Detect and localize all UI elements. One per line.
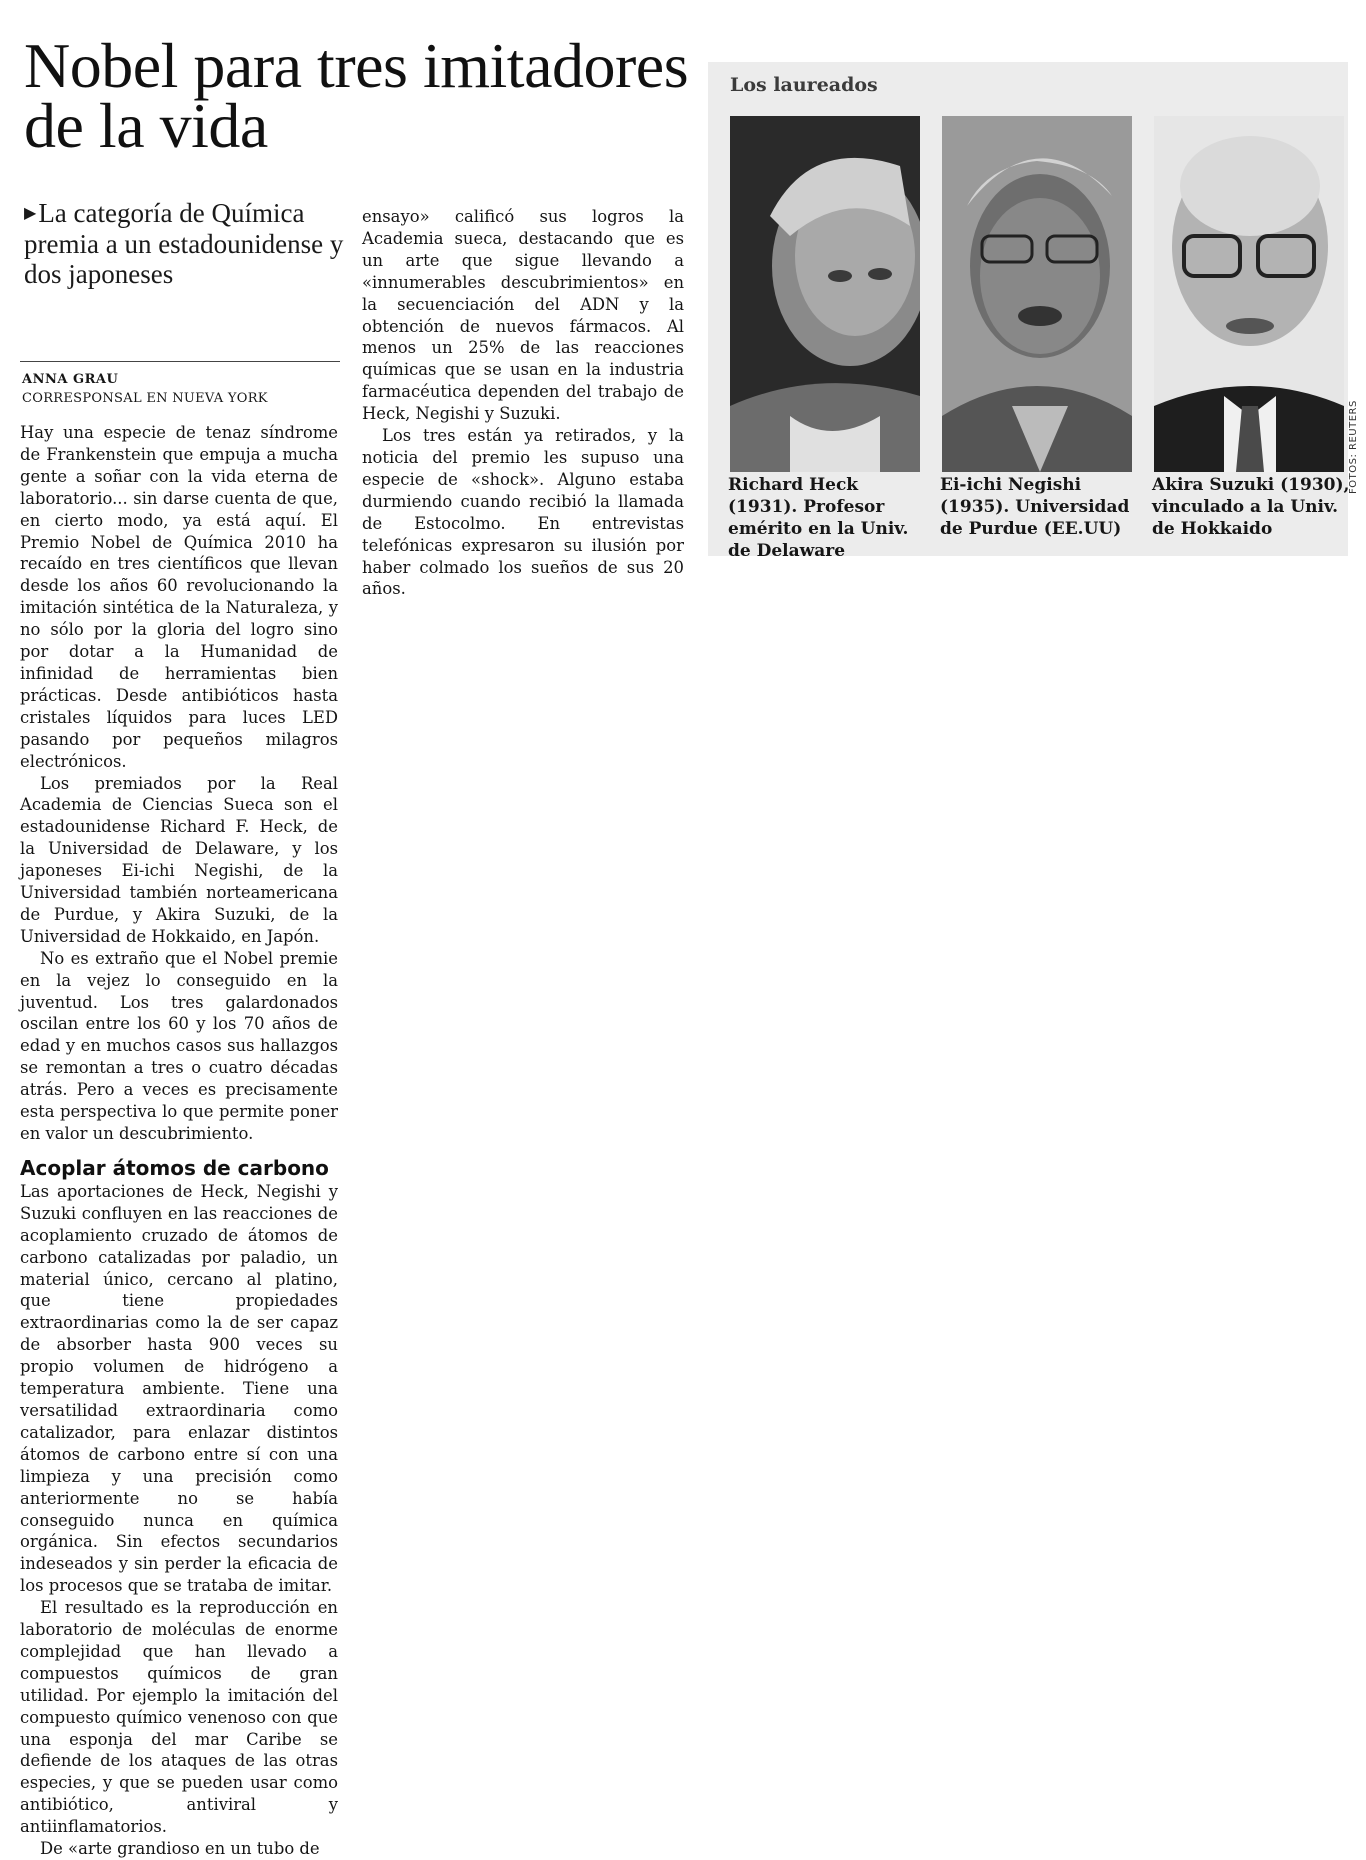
caption-negishi: Ei-ichi Negishi (1935). Universidad de Purdue (EE.UU) (940, 475, 1130, 539)
arrow-icon: ▶ (24, 205, 37, 222)
paragraph: Los tres están ya retirados, y la noticia del premio les supuso una especie de «shock». Alguno estaba durmiendo cuando recibió la llamada de Estocolmo. En entrevistas telefónicas expresaron su ilusión por haber colmado los sueños de sus 20 años. (362, 426, 684, 599)
laureates-panel (708, 62, 1359, 561)
paragraph: El resultado es la reproducción en laboratorio de moléculas de enorme complejidad que han llevado a compuestos químicos de gran utilidad. Por ejemplo la imitación del compuesto químico venenoso con que una esponja del mar Caribe se defiende de los ataques de las otras especies, y que se pueden usar como antibiótico, antiviral y antiinflamatorios. (20, 1598, 338, 1837)
photo-akira-suzuki (1154, 116, 1344, 472)
headline: Nobel para tres imitadores de la vida (24, 30, 689, 161)
photo-richard-heck (730, 116, 920, 472)
caption-heck: Richard Heck (1931). Profesor emérito en la Univ. de Delaware (728, 475, 909, 561)
subheading: Acoplar átomos de carbono (20, 1155, 329, 1180)
dek-text: La categoría de Química premia a un estadounidense y dos japoneses (24, 198, 344, 289)
paragraph: Hay una especie de tenaz síndrome de Frankenstein que empuja a mucha gente a soñar con la vida eterna de laboratorio... sin darse cuenta de que, en cierto modo, ya está aquí. El Premio Nobel de Química 2010 ha recaído en tres científicos que llevan desde los años 60 revolucionando la imitación sintética de la Naturaleza, y no sólo por la gloria del logro sino por dotar a la Humanidad de infinidad de herramientas bien prácticas. Desde antibióticos hasta cristales líquidos para luces LED pasando por pequeños milagros electrónicos. (20, 423, 338, 771)
author-role: CORRESPONSAL EN NUEVA YORK (22, 391, 268, 406)
panel-title: Los laureados (730, 74, 878, 96)
paragraph: Los premiados por la Real Academia de Ciencias Sueca son el estadounidense Richard F. Heck, de la Universidad de Delaware, y los japoneses Ei-ichi Negishi, de la Universidad también norteamericana de Purdue, y Akira Suzuki, de la Universidad de Hokkaido, en Japón. (20, 773, 338, 946)
byline-rule (20, 361, 340, 362)
paragraph: No es extraño que el Nobel premie en la vejez lo conseguido en la juventud. Los tres galardonados oscilan entre los 60 y los 70 años de edad y en muchos casos sus hallazgos se remontan a tres o cuatro décadas atrás. Pero a veces es precisamente esta perspectiva lo que permite poner en valor un descubrimiento. (20, 948, 338, 1143)
caption-suzuki: Akira Suzuki (1930), vinculado a la Univ. de Hokkaido (1152, 475, 1350, 539)
author-name: ANNA GRAU (22, 372, 119, 387)
dek (24, 198, 344, 289)
paragraph: De «arte grandioso en un tubo de (40, 1839, 320, 1859)
paragraph: ensayo» calificó sus logros la Academia sueca, destacando que es un arte que sigue llevando a «innumerables descubrimientos» en la secuenciación del ADN y la obtención de nuevos fármacos. Al menos un 25% de las reacciones químicas que se usan en la industria farmacéutica dependen del trabajo de Heck, Negishi y Suzuki. (362, 207, 684, 424)
body-column-2 (362, 206, 684, 600)
photo-ei-ichi-negishi (942, 116, 1132, 472)
paragraph: Las aportaciones de Heck, Negishi y Suzuki confluyen en las reacciones de acoplamiento cruzado de átomos de carbono catalizadas por paladio, un material único, cercano al platino, que tiene propiedades extraordinarias como la de ser capaz de absorber hasta 900 veces su propio volumen de hidrógeno a temperatura ambiente. Tiene una versatilidad extraordinaria como catalizador, para enlazar distintos átomos de carbono entre sí con una limpieza y una precisión como anteriormente no se había conseguido nunca en química orgánica. Sin efectos secundarios indeseados y sin perder la eficacia de los procesos que se trataba de imitar. (20, 1181, 338, 1596)
byline (22, 370, 342, 408)
photo-credit: FOTOS: REUTERS (1348, 400, 1359, 494)
body-column-1 (20, 422, 338, 1860)
